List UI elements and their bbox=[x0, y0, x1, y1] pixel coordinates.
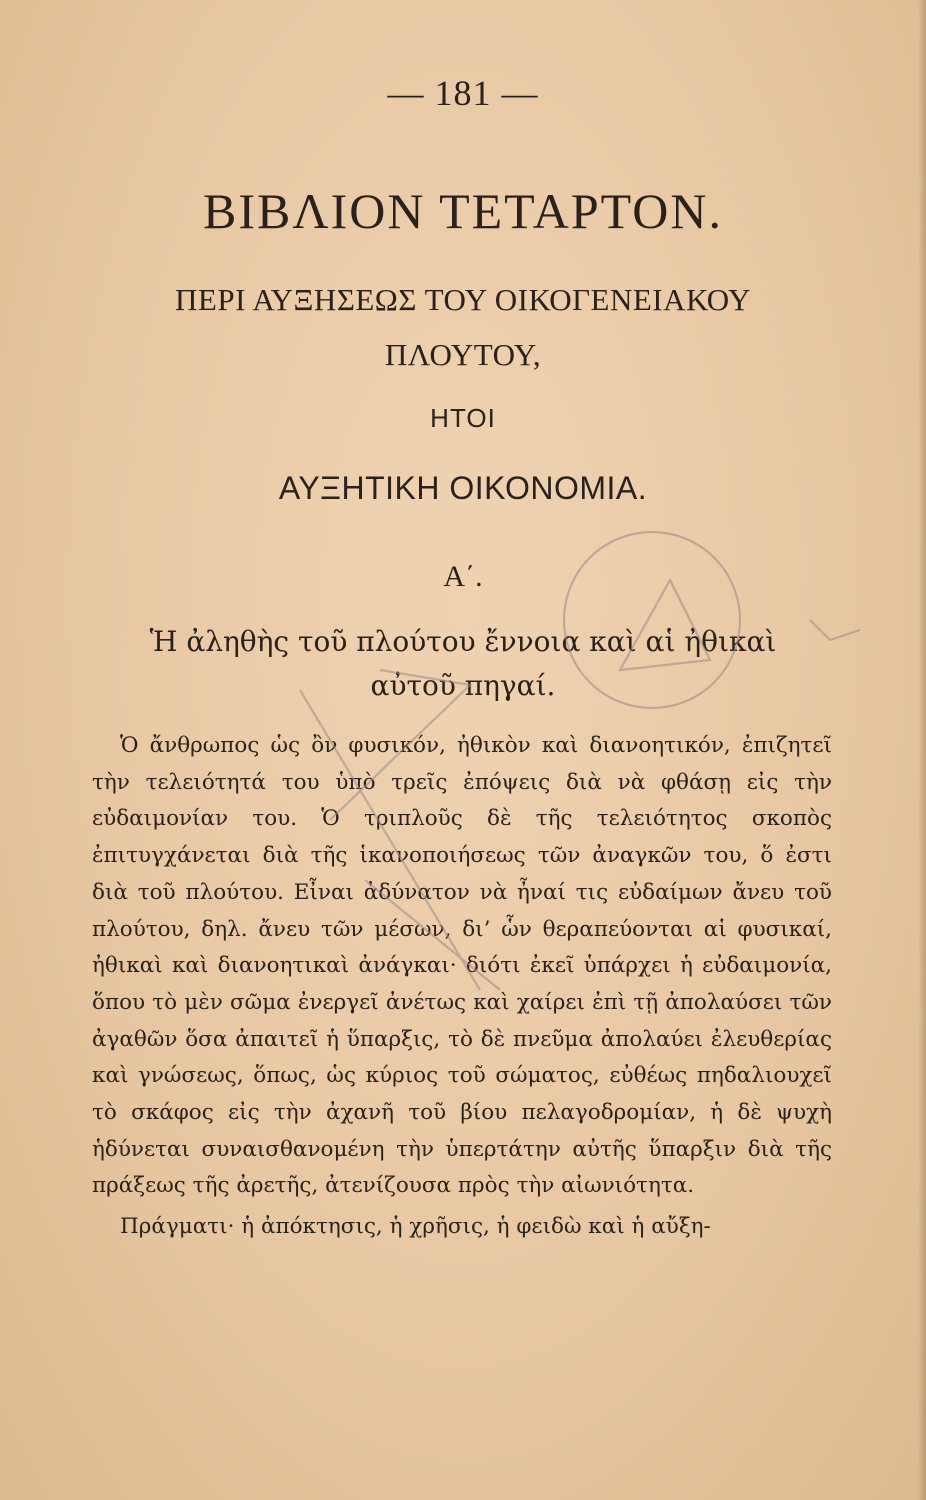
book-title: ΒΙΒΛΙΟΝ ΤΕΤΑΡΤΟΝ. bbox=[203, 183, 723, 239]
chapter-heading bbox=[0, 620, 926, 708]
chapter-heading-line-1: Ἡ ἀληθὴς τοῦ πλούτου ἔννοια καὶ αἱ ἠθικαὶ bbox=[149, 625, 777, 658]
page-number: — 181 — bbox=[387, 73, 539, 113]
subtitle: ΑΥΞΗΤΙΚΗ ΟΙΚΟΝΟΜΙΑ. bbox=[278, 470, 648, 506]
page-edge-shadow bbox=[918, 0, 926, 1500]
chapter-number: Α΄. bbox=[443, 560, 483, 593]
body-text bbox=[92, 728, 832, 1246]
subject-line-2: ΠΛΟΥΤΟΥ, bbox=[384, 337, 542, 372]
paragraph-1: Ὁ ἄνθρωπος ὡς ὂν φυσικόν, ἠθικὸν καὶ διανοητικόν, ἐπιζητεῖ τὴν τελειότητά του ὑπὸ τρεῖς ἐπόψεις διὰ νὰ φθάσῃ εἰς τὴν εὐδαιμονίαν του. Ὁ τριπλοῦς δὲ τῆς τελειότητος σκοπὸς ἐπιτυγχάνεται διὰ τῆς ἱκανοποιήσεως τῶν ἀναγκῶν του, ὅ ἐστι διὰ τοῦ πλούτου. Εἶναι ἀδύνατον νὰ ἦναί τις εὐδαίμων ἄνευ τοῦ πλούτου, δηλ. ἄνευ τῶν μέσων, δι’ ὧν θεραπεύονται αἱ φυσικαί, ἠθικαὶ καὶ διανοητικαὶ ἀνάγκαι· διότι ἐκεῖ ὑπάρχει ἡ εὐδαιμονία, ὅπου τὸ μὲν σῶμα ἐνεργεῖ ἀνέτως καὶ χαίρει ἐπὶ τῇ ἀπολαύσει τῶν ἀγαθῶν ὅσα ἀπαιτεῖ ἡ ὕπαρξις, τὸ δὲ πνεῦμα ἀπολαύει ἐλευθερίας καὶ γνώσεως, ὅπως, ὡς κύριος τοῦ σώματος, εὐθέως πηδαλιουχεῖ τὸ σκάφος εἰς τὴν ἀχανῆ τοῦ βίου πελαγοδρομίαν, ἡ δὲ ψυχὴ ἡδύνεται συναισθανομένη τὴν ὑπερτάτην αὐτῆς ὕπαρξιν διὰ τῆς πράξεως τῆς ἀρετῆς, ἀτενίζουσα πρὸς τὴν αἰωνιότητα. bbox=[92, 733, 832, 1199]
chapter-heading-line-2: αὐτοῦ πηγαί. bbox=[370, 669, 556, 702]
conjunction: ΗΤΟΙ bbox=[430, 403, 496, 433]
subject-line-1: ΠΕΡΙ ΑΥΞΗΣΕΩΣ ΤΟΥ ΟΙΚΟΓΕΝΕΙΑΚΟΥ bbox=[175, 282, 751, 317]
section-subject bbox=[0, 272, 926, 382]
paragraph-2: Πράγματι· ἡ ἀπόκτησις, ἡ χρῆσις, ἡ φειδὼ καὶ ἡ αὔξη- bbox=[120, 1214, 711, 1240]
